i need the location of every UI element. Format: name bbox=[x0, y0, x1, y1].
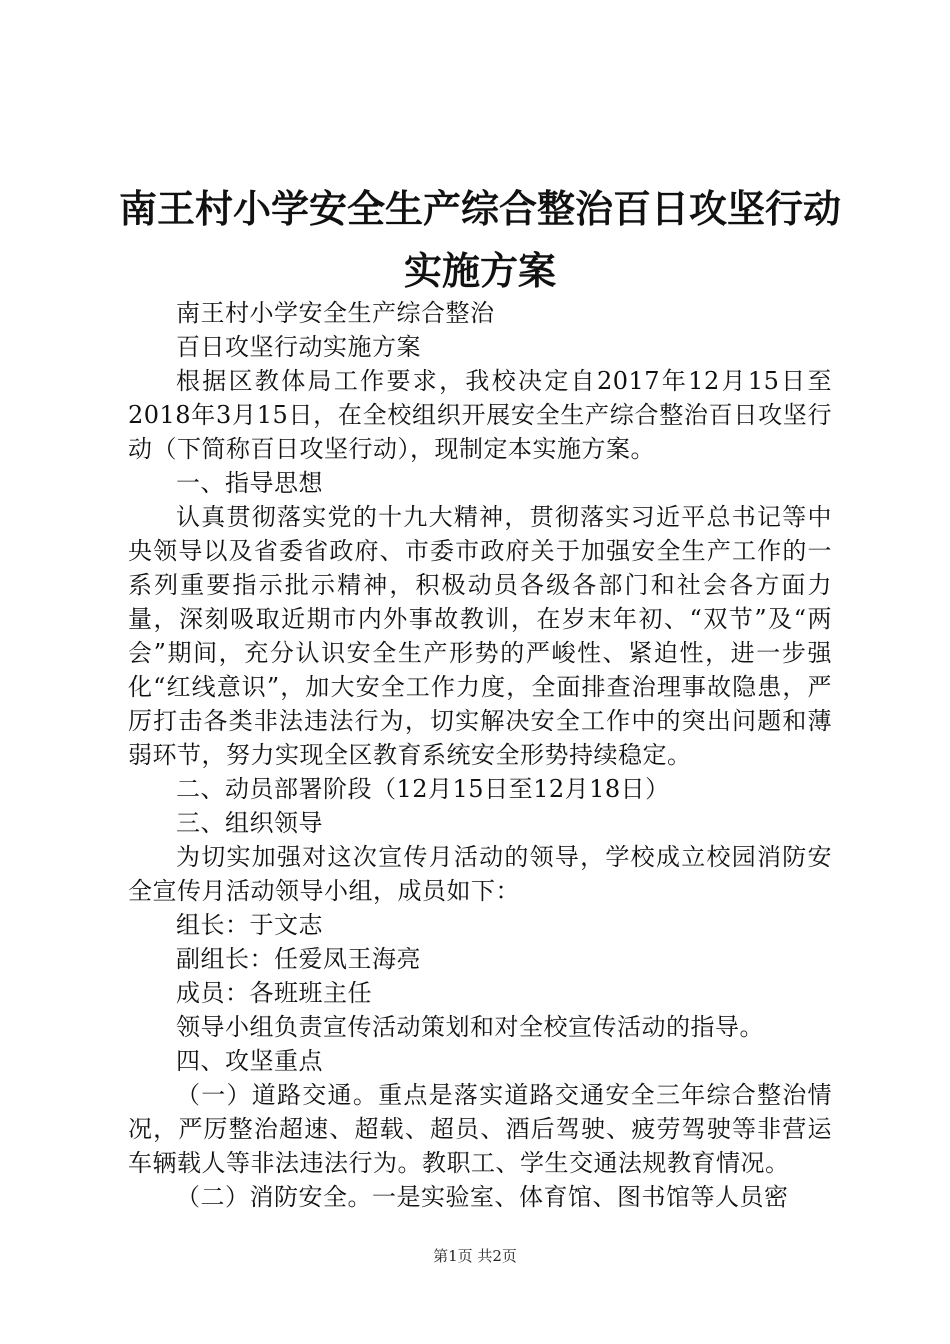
intro-paragraph: 根据区教体局工作要求，我校决定自2017年12月15日至2018年3月15日，在全校组织开展安全生产综合整治百日攻坚行动（下简称百日攻坚行动），现制定本实施方案。 bbox=[128, 367, 832, 463]
section-heading-guiding-thought: 一、指导思想 bbox=[176, 469, 323, 497]
members-line: 成员：各班班主任 bbox=[176, 979, 372, 1007]
key-point-traffic-paragraph: （一）道路交通。重点是落实道路交通安全三年综合整治情况，严厉整治超速、超载、超员、酒后驾驶、疲劳驾驶等非营运车辆载人等非法违法行为。教职工、学生交通法规教育情况。 bbox=[128, 1081, 832, 1177]
organization-paragraph: 为切实加强对这次宣传月活动的领导，学校成立校园消防安全宣传月活动领导小组，成员如下： bbox=[128, 843, 832, 905]
document-title: 南王村小学安全生产综合整治百日攻坚行动实施方案 bbox=[118, 186, 841, 293]
key-point-fire-paragraph: （二）消防安全。一是实验室、体育馆、图书馆等人员密 bbox=[176, 1183, 789, 1211]
section-heading-key-points: 四、攻坚重点 bbox=[176, 1047, 323, 1075]
leader-line: 组长：于文志 bbox=[176, 911, 323, 939]
subtitle-line-2: 百日攻坚行动实施方案 bbox=[176, 333, 421, 361]
deputy-leader-line: 副组长：任爱凤王海亮 bbox=[176, 945, 421, 973]
page-footer: 第1页 共2页 bbox=[433, 1247, 517, 1265]
guiding-thought-paragraph: 认真贯彻落实党的十九大精神，贯彻落实习近平总书记等中央领导以及省委省政府、市委市政府关于加强安全生产工作的一系列重要指示批示精神，积极动员各级各部门和社会各方面力量，深刻吸取近期市内外事故教训，在岁末年初、“双节”及“两会”期间，充分认识安全生产形势的严峻性、紧迫性，进一步强化“红线意识”，加大安全工作力度，全面排查治理事故隐患，严厉打击各类非法违法行为，切实解决安全工作中的突出问题和薄弱环节，努力实现全区教育系统安全形势持续稳定。 bbox=[128, 503, 832, 769]
subtitle-line-1: 南王村小学安全生产综合整治 bbox=[176, 299, 495, 327]
responsibility-line: 领导小组负责宣传活动策划和对全校宣传活动的指导。 bbox=[176, 1013, 764, 1041]
document-body bbox=[128, 296, 832, 1214]
section-heading-organization: 三、组织领导 bbox=[176, 809, 323, 837]
section-heading-mobilization: 二、动员部署阶段（12月15日至12月18日） bbox=[176, 775, 670, 803]
